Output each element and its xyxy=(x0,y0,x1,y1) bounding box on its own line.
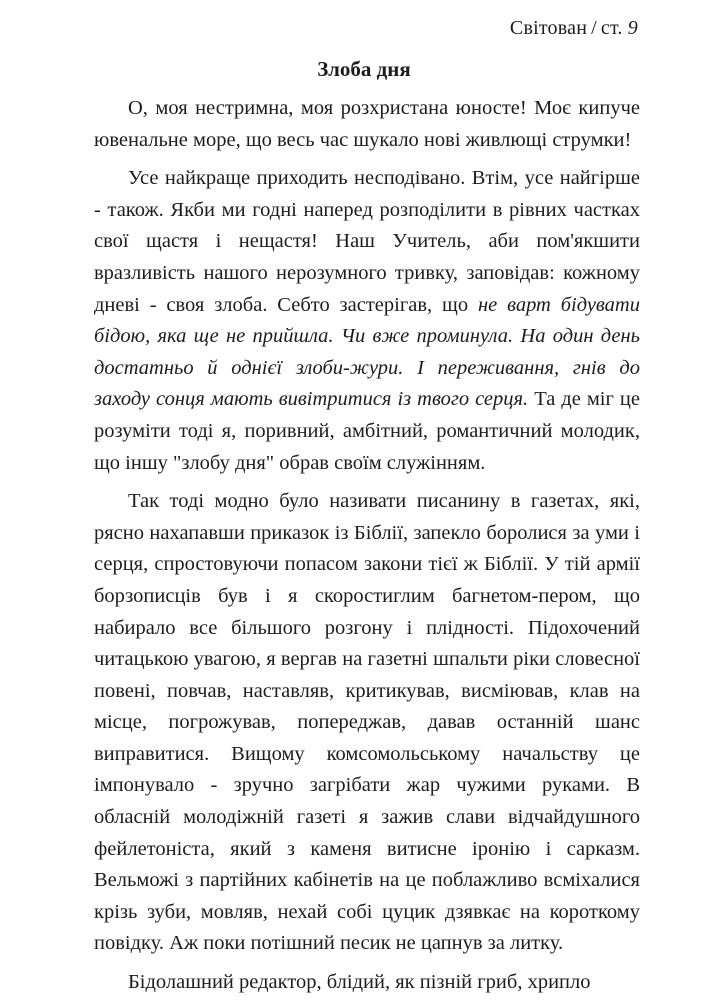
paragraph-1: О, моя нестримна, моя розхристана юносте! Моє кипуче ювенальне море, що весь час шукало нові живлющі струмки! xyxy=(94,97,640,151)
header-book-title: Світован xyxy=(509,17,588,39)
paragraph-2 xyxy=(94,163,640,479)
body-text xyxy=(94,93,640,999)
paragraph-3: Так тоді модно було називати писанину в газетах, які, рясно нахапавши приказок із Біблії, запекло боролися за уми і серця, спростовуючи попасом закони тієї ж Біблії. У тій армії борзописців був і я скоростиглим багнетом-пером, що набирало все більшого розгону і плідності. Підохочений читацькою увагою, я вергав на газетні шпальти ріки словесної повені, повчав, наставляв, критикував, висміював, клав на місце, погрожував, попереджав, давав останній шанс виправитися. Вищому комсомольському начальству це імпонувало - зручно загрібати жар чужими руками. В обласній молодіжній газеті я зажив слави відчайдушного фейлетоніста, який з каменя витисне іронію і сарказм. Вельможі з партійних кабінетів на це поблажливо всміхалися крізь зуби, мовляв, нехай собі цуцик дзявкає на короткому повідку. Аж поки потішний песик не цапнув за литку. xyxy=(94,490,640,955)
paragraph-2-part-1: Усе найкраще приходить несподівано. Втім, усе найгірше - також. Якби ми годні наперед розподілити в рівних частках свої щастя і нещастя! Наш Учитель, аби пом'якшити вразливість нашого нерозумного тривку, заповідав: кожному дневі - своя злоба. Себто застерігав, що xyxy=(94,167,640,316)
header-page-number: 9 xyxy=(627,17,638,39)
paragraph-2-part-2: Та де міг це розуміти тоді я, поривний, амбітний, романтичний молодик, що іншу "злобу дня" обрав своїм служінням. xyxy=(94,388,640,474)
chapter-title: Злоба дня xyxy=(317,57,411,81)
paragraph-2-italic-quote: не варт бідувати бідою, яка ще не прийшла. Чи вже проминула. На один день достатньо й однієї злоби-жури. І переживання, гнів до заходу сонця мають вивітритися із твого серця. xyxy=(94,293,640,411)
header-separator: / xyxy=(591,17,597,39)
header-page-label: ст. xyxy=(600,17,623,39)
running-header xyxy=(510,17,638,40)
paragraph-4: Бідолашний редактор, блідий, як пізній гриб, хрипло xyxy=(128,971,591,994)
